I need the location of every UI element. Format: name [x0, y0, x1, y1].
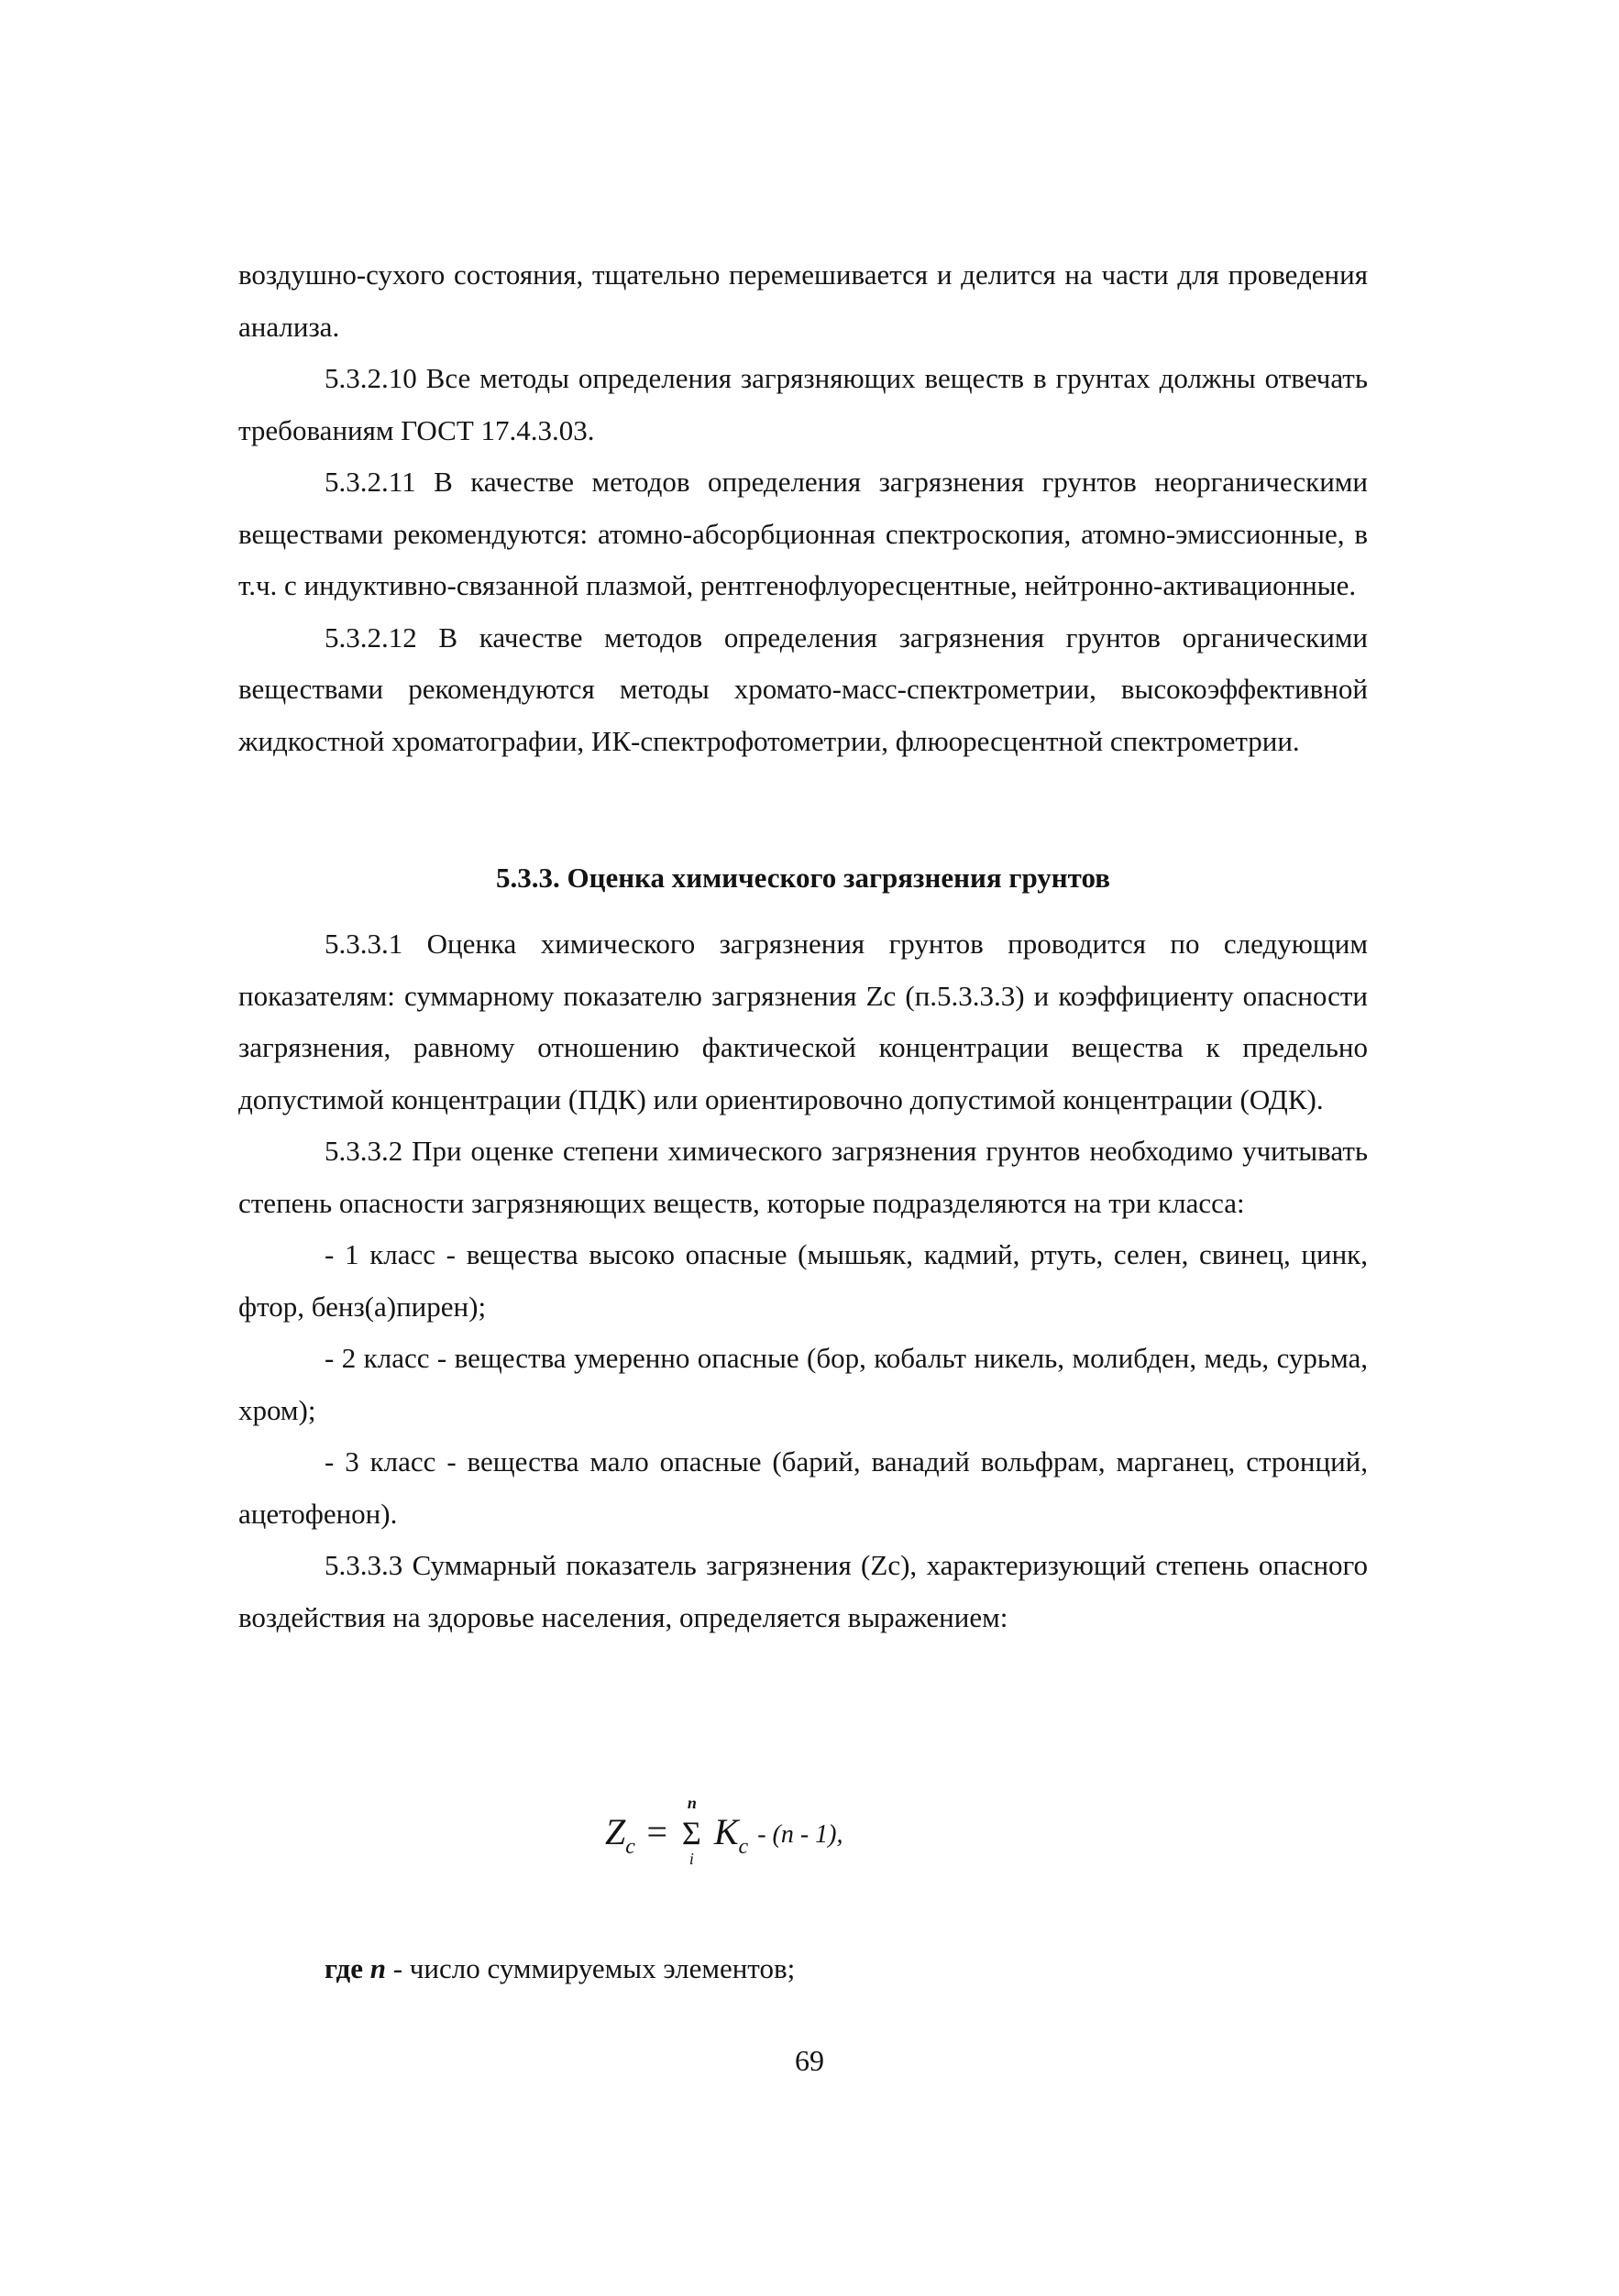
where-definition: [325, 1952, 795, 1985]
formula-sum: [681, 1794, 701, 1868]
where-prefix: где: [325, 1952, 363, 1984]
formula-tail: - (n - 1),: [757, 1820, 843, 1849]
paragraph-5-3-2-11: 5.3.2.11 В качестве методов определения загрязнения грунтов неорганическими веществами рекомендуются: атомно-абсорбционная спектроскопия, атомно-эмиссионные, в т.ч. с индуктивно-связанной плазмой, рентгенофлуоресцентные, нейтронно-активационные.: [238, 466, 1368, 601]
formula-sum-upper: n: [687, 1794, 697, 1812]
text-section-bottom: [238, 918, 1368, 1643]
section-heading: 5.3.3. Оценка химического загрязнения грунтов: [496, 862, 1110, 894]
formula-lhs: Z: [605, 1811, 626, 1852]
paragraph-5-3-2-10: 5.3.2.10 Все методы определения загрязняющих веществ в грунтах должны отвечать требованиям ГОСТ 17.4.3.03.: [238, 362, 1368, 446]
formula-sum-lower: i: [688, 1850, 694, 1868]
paragraph-continuation: воздушно-сухого состояния, тщательно перемешивается и делится на части для проведения анализа.: [238, 258, 1368, 343]
sigma-symbol: Σ: [681, 1815, 701, 1851]
where-symbol: n: [369, 1952, 386, 1984]
list-item-class-3: - 3 класс - вещества мало опасные (барий, ванадий вольфрам, марганец, стронций, ацетофенон).: [238, 1445, 1368, 1530]
where-text: - число суммируемых элементов;: [392, 1952, 796, 1984]
formula-zc: [605, 1794, 843, 1884]
formula-equals: =: [644, 1811, 669, 1852]
text-section-top: [238, 249, 1368, 767]
formula-term-sub: c: [738, 1835, 749, 1859]
paragraph-5-3-3-3: 5.3.3.3 Суммарный показатель загрязнения (Zc), характеризующий степень опасного воздействия на здоровье населения, определяется выражением:: [238, 1549, 1368, 1633]
list-item-class-1: - 1 класс - вещества высоко опасные (мышьяк, кадмий, ртуть, селен, свинец, цинк, фтор, бенз(а)пирен);: [238, 1238, 1368, 1323]
formula-lhs-sub: c: [625, 1835, 635, 1859]
paragraph-5-3-3-1: 5.3.3.1 Оценка химического загрязнения грунтов проводится по следующим показателям: суммарному показателю загрязнения Zc (п.5.3.3.3) и коэффициенту опасности загрязнения, равному отношению фактической концентрации вещества к предельно допустимой концентрации (ПДК) или ориентировочно допустимой концентрации (ОДК).: [238, 928, 1368, 1115]
paragraph-5-3-3-2: 5.3.3.2 При оценке степени химического загрязнения грунтов необходимо учитывать степень опасности загрязняющих веществ, которые подразделяются на три класса:: [238, 1135, 1368, 1219]
formula-term: K: [713, 1811, 739, 1852]
page-number: 69: [795, 2044, 824, 2077]
list-item-class-2: - 2 класс - вещества умеренно опасные (бор, кобальт никель, молибден, медь, сурьма, хром);: [238, 1342, 1368, 1426]
paragraph-5-3-2-12: 5.3.2.12 В качестве методов определения загрязнения грунтов органическими веществами рекомендуются методы хромато-масс-спектрометрии, высокоэффективной жидкостной хроматографии, ИК-спектрофотометрии, флюоресцентной спектрометрии.: [238, 621, 1368, 757]
